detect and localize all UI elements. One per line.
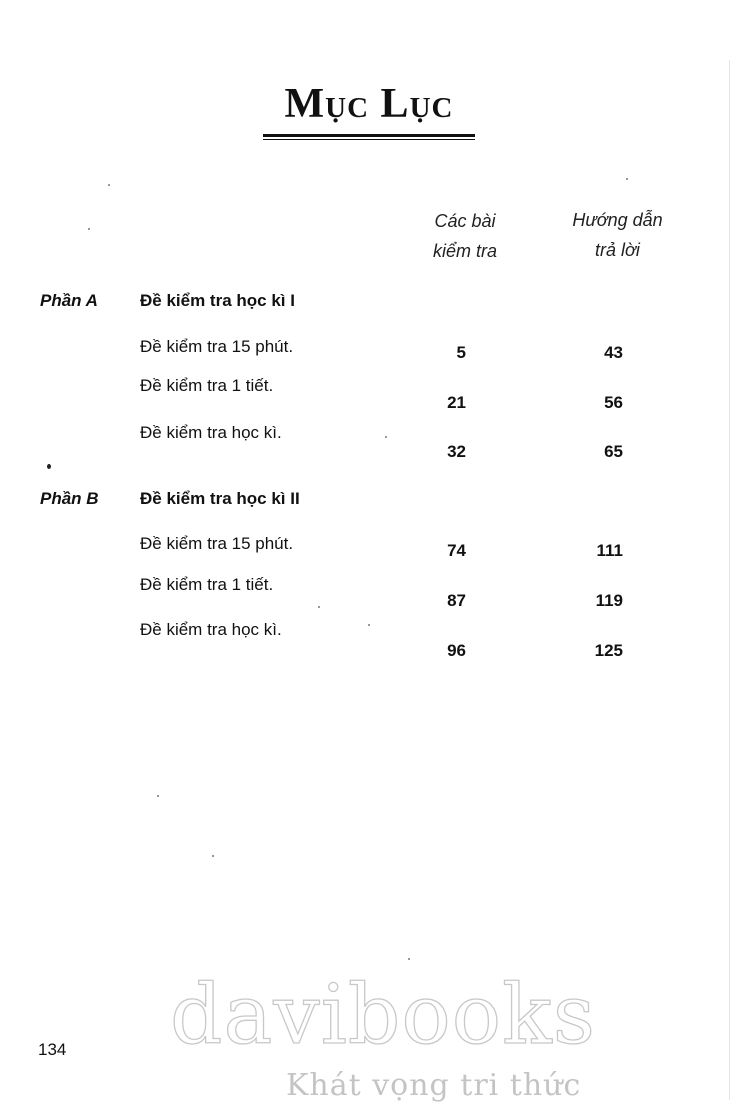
page-number: 134 [38,1040,67,1059]
part-b-title: Đề kiểm tra học kì II [140,489,300,508]
column-header-tests [410,206,520,266]
toc-entry-a3: Đề kiểm tra học kì. [140,423,282,442]
scan-speck [408,958,410,960]
scan-speck [626,178,628,180]
page-title: Mục Lục [284,81,454,127]
part-b-label: Phần B [40,489,99,508]
toc-entry-a2: Đề kiểm tra 1 tiết. [140,376,274,395]
scan-speck [47,464,51,469]
toc-entry-b3: Đề kiểm tra học kì. [140,620,282,639]
test-page-b2: 87 [447,591,466,610]
column-header-answers [555,205,680,265]
scan-speck [368,624,370,626]
scan-speck [108,184,110,186]
title-underline-thin [263,139,475,140]
scan-speck [385,436,387,438]
answer-page-b1: 111 [596,541,623,560]
watermark-tagline: Khát vọng tri thức [286,1068,582,1103]
watermark-brand: davibooks [170,968,596,1063]
toc-entry-b2: Đề kiểm tra 1 tiết. [140,575,274,594]
page-edge [729,60,730,1100]
answer-page-a3: 65 [604,442,623,461]
answer-page-a2: 56 [604,393,623,412]
scan-speck [212,855,214,857]
column-header-tests-line1: Các bài [434,211,496,231]
test-page-a1: 5 [456,343,466,362]
answer-page-b2: 119 [595,591,623,610]
part-a-label: Phần A [40,291,98,310]
part-a-title: Đề kiểm tra học kì I [140,291,295,310]
test-page-a3: 32 [447,442,466,461]
column-header-answers-line2: trả lời [595,240,640,260]
test-page-b1: 74 [447,541,466,560]
scan-speck [157,795,159,797]
column-header-tests-line2: kiểm tra [432,241,497,261]
title-underline-thick [263,134,475,137]
answer-page-b3: 125 [594,641,623,660]
scan-speck [318,606,320,608]
answer-page-a1: 43 [604,343,623,362]
toc-entry-a1: Đề kiểm tra 15 phút. [140,337,294,356]
scan-speck [88,228,90,230]
test-page-b3: 96 [447,641,466,660]
test-page-a2: 21 [447,393,466,412]
column-header-answers-line1: Hướng dẫn [572,210,663,230]
toc-entry-b1: Đề kiểm tra 15 phút. [140,534,294,553]
